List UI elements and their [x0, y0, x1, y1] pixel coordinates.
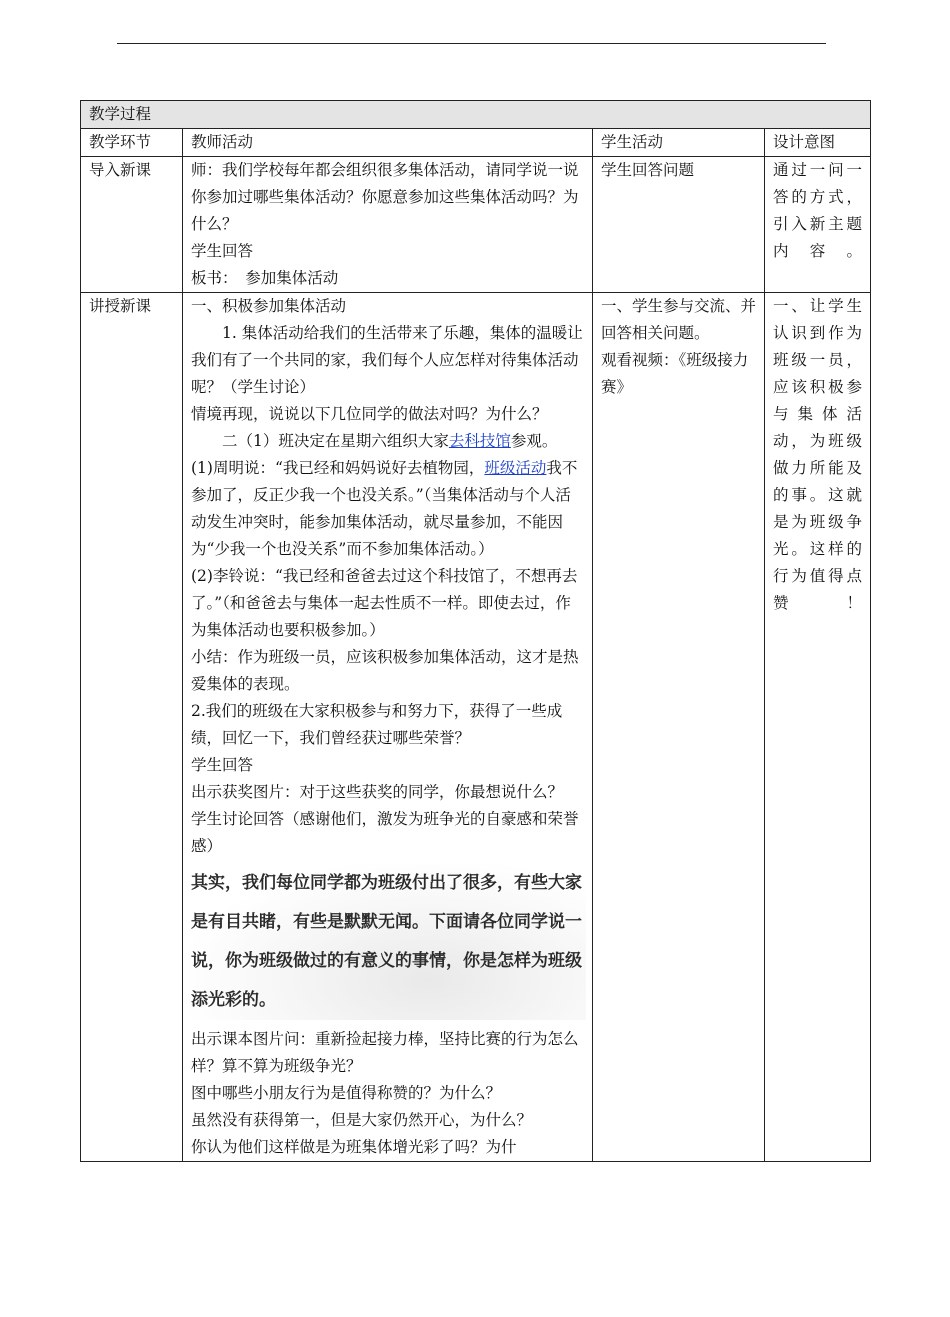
- science-museum-link[interactable]: 去科技馆: [448, 432, 511, 450]
- column-header-intent: 设计意图: [765, 129, 871, 157]
- lecture-student-exchange: 一、学生参与交流、并回答相关问题。: [601, 297, 757, 342]
- lecture-scene: 情境再现，说说以下几位同学的做法对吗？为什么？: [191, 405, 548, 423]
- intro-stage: 导入新课: [81, 157, 183, 293]
- embedded-text-image: [189, 864, 586, 1020]
- section-header-row: [81, 101, 871, 129]
- section-title: 教学过程: [81, 101, 871, 129]
- lecture-intent-cell: 一、让学生认识到作为班级一员，应该积极参与集体活动，为班级做力所能及的事。这就是为班级争光。这样的行为值得点赞！: [765, 293, 871, 1162]
- intro-row: [81, 157, 871, 293]
- lecture-li-ling: (2)李铃说：“我已经和爸爸去过这个科技馆了，不想再去了。”（和爸爸去与集体一起去性质不一样。即使去过，作为集体活动也要积极参加。）: [191, 567, 578, 639]
- lecture-happy: 虽然没有获得第一，但是大家仍然开心，为什么？: [191, 1111, 533, 1129]
- lecture-question-2: 2.我们的班级在大家积极参与和努力下，获得了一些成绩，回忆一下，我们曾经获过哪些荣誉？: [191, 702, 563, 747]
- intro-teacher-question: 师：我们学校每年都会组织很多集体活动，请同学说一说你参加过哪些集体活动？你愿意参加这些集体活动吗？为什么？: [191, 161, 579, 233]
- lecture-summary: 小结：作为班级一员，应该积极参加集体活动，这才是热爱集体的表现。: [191, 648, 579, 693]
- lecture-answer: 学生回答: [191, 756, 254, 774]
- intro-blackboard: 板书： 参加集体活动: [191, 269, 339, 287]
- intro-teacher-cell: [183, 157, 593, 293]
- lecture-student-video: 观看视频：《班级接力赛》: [601, 351, 749, 396]
- lecture-praise: 图中哪些小朋友行为是值得称赞的？为什么？: [191, 1084, 502, 1102]
- intro-student-answer: 学生回答: [191, 242, 254, 260]
- embedded-image-text: 其实，我们每位同学都为班级付出了很多，有些大家是有目共睹，有些是默默无闻。下面请各位同学说一说，你为班级做过的有意义的事情，你是怎样为班级添光彩的。: [191, 873, 582, 1010]
- column-header-teacher: 教师活动: [183, 129, 593, 157]
- lesson-plan-table: [80, 100, 871, 1162]
- column-header-row: [81, 129, 871, 157]
- lecture-question-1: 1. 集体活动给我们的生活带来了乐趣，集体的温暖让我们有了一个共同的家，我们每个人应怎样对待集体活动呢？（学生讨论）: [191, 324, 583, 396]
- lecture-teacher-cell: [183, 293, 593, 1162]
- intro-student-cell: 学生回答问题: [593, 157, 765, 293]
- class-activity-link[interactable]: 班级活动: [484, 459, 547, 477]
- lecture-show-book: 出示课本图片问：重新捡起接力棒，坚持比赛的行为怎么样？算不算为班级争光？: [191, 1030, 579, 1075]
- lecture-class-plan: 二（1）班决定在星期六组织大家去科技馆参观。: [222, 432, 558, 450]
- intro-intent-cell: 通过一问一答的方式，引入新主题内容。: [765, 157, 871, 293]
- lecture-student-cell: [593, 293, 765, 1162]
- lecture-show-award: 出示获奖图片：对于这些获奖的同学，你最想说什么？: [191, 783, 564, 801]
- lecture-heading: 一、积极参加集体活动: [191, 297, 347, 315]
- lecture-zhou-ming: (1)周明说：“我已经和妈妈说好去植物园，班级活动我不参加了，反正少我一个也没关系。”（当集体活动与个人活动发生冲突时，能参加集体活动，就尽量参加，不能因为“少我一个也没关系”而不参加集体活动。）: [191, 459, 578, 558]
- lecture-honor: 你认为他们这样做是为班集体增光彩了吗？为什: [191, 1138, 517, 1156]
- header-rule: [117, 43, 826, 44]
- column-header-stage: 教学环节: [81, 129, 183, 157]
- lecture-discuss: 学生讨论回答（感谢他们，激发为班争光的自豪感和荣誉感）: [191, 810, 579, 855]
- lecture-row: [81, 293, 871, 1162]
- lecture-stage: 讲授新课: [81, 293, 183, 1162]
- column-header-student: 学生活动: [593, 129, 765, 157]
